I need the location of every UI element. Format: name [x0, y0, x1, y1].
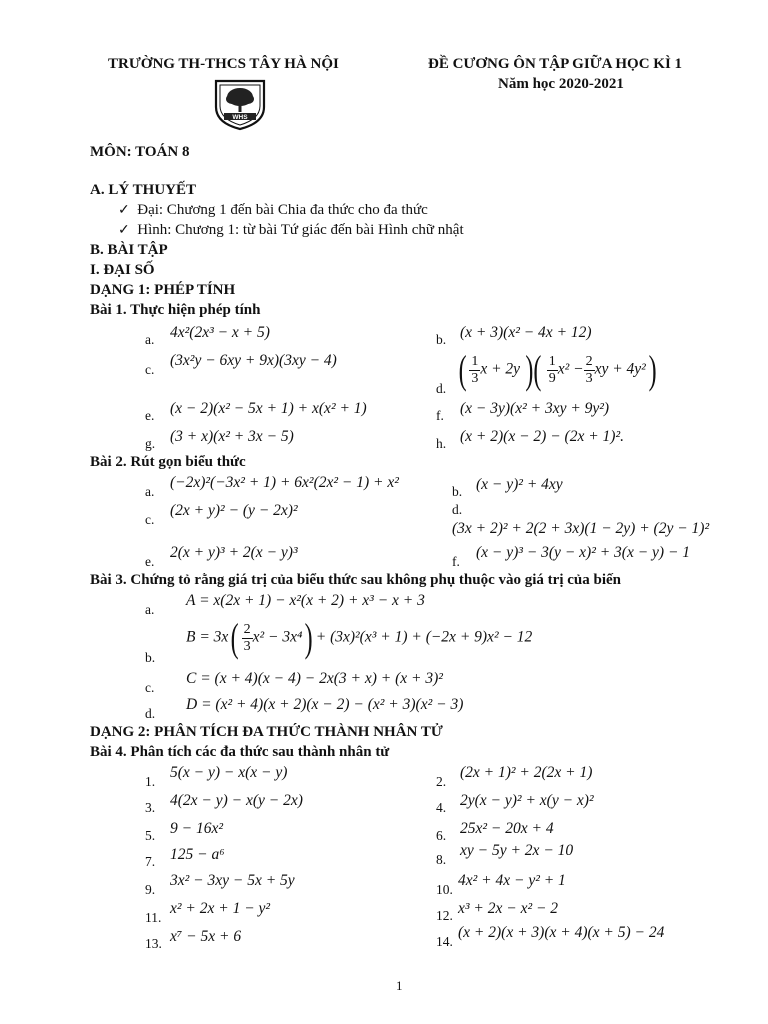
- item-label: f.: [452, 554, 460, 569]
- math-expression: (x − y)² + 4xy: [476, 476, 563, 493]
- math-expression: (x − y)³ − 3(y − x)² + 3(x − y) − 1: [476, 544, 691, 561]
- bai3-title: Bài 3. Chứng tỏ rằng giá trị của biểu thức sau không phụ thuộc vào giá trị của biến: [90, 572, 621, 588]
- subject-title: MÔN: TOÁN 8: [90, 144, 190, 160]
- item-label: 11.: [145, 910, 162, 925]
- item-label: 2.: [436, 774, 447, 789]
- school-name: TRƯỜNG TH-THCS TÂY HÀ NỘI: [108, 56, 339, 72]
- form1-heading: DẠNG 1: PHÉP TÍNH: [90, 282, 236, 298]
- item-label: a.: [145, 332, 155, 347]
- exercises-heading: B. BÀI TẬP: [90, 242, 168, 258]
- item-label: 14.: [436, 934, 453, 949]
- algebra-heading: I. ĐẠI SỐ: [90, 262, 155, 278]
- school-logo: [212, 75, 268, 131]
- item-label: c.: [145, 512, 155, 527]
- item-label: 13.: [145, 936, 162, 951]
- page-number: 1: [396, 978, 403, 993]
- item-label: e.: [145, 408, 155, 423]
- item-label: g.: [145, 436, 156, 451]
- school-year: Năm học 2020-2021: [498, 76, 624, 92]
- item-label: b.: [452, 484, 463, 499]
- math-expression: 9 − 16x²: [170, 820, 223, 837]
- math-expression: 2(x + y)³ + 2(x − y)³: [170, 544, 298, 561]
- math-expression: (x − 3y)(x² + 3xy + 9y²): [460, 400, 610, 417]
- item-label: d.: [452, 502, 463, 517]
- math-expression: A = x(2x + 1) − x²(x + 2) + x³ − x + 3: [186, 592, 425, 609]
- item-label: b.: [436, 332, 447, 347]
- math-expression: 5(x − y) − x(x − y): [170, 764, 288, 781]
- math-expression: 4(2x − y) − x(y − 2x): [170, 792, 303, 809]
- math-expression: D = (x² + 4)(x + 2)(x − 2) − (x² + 3)(x² − 3): [186, 696, 464, 713]
- math-expression: 4x² + 4x − y² + 1: [458, 872, 566, 889]
- math-expression: 2y(x − y)² + x(y − x)²: [460, 792, 594, 809]
- item-label: e.: [145, 554, 155, 569]
- math-expression: (x + 2)(x − 2) − (2x + 1)².: [460, 428, 624, 445]
- item-label: 8.: [436, 852, 447, 867]
- bai2-title: Bài 2. Rút gọn biểu thức: [90, 454, 246, 470]
- item-label: 10.: [436, 882, 453, 897]
- item-label: d.: [145, 706, 156, 721]
- math-expression: 3x² − 3xy − 5x + 5y: [170, 872, 295, 889]
- checkmark-icon: ✓: [118, 223, 130, 238]
- logo-text: WHS: [232, 114, 248, 121]
- math-expression: 25x² − 20x + 4: [460, 820, 554, 837]
- item-label: 12.: [436, 908, 453, 923]
- item-label: c.: [145, 680, 155, 695]
- math-expression: x³ + 2x − x² − 2: [458, 900, 559, 917]
- theory-item-geometry: ✓ Hình: Chương 1: từ bài Tứ giác đến bài Hình chữ nhật: [118, 222, 464, 238]
- math-expression-fraction: B = 3x( $\frac{2}{3}$ x² − 3x⁴) + (3x)²(x³ + 1) + (−2x + 9)x² − 12: [186, 615, 533, 660]
- math-expression: 4x²(2x³ − x + 5): [170, 324, 270, 341]
- form2-heading: DẠNG 2: PHÂN TÍCH ĐA THỨC THÀNH NHÂN TỬ: [90, 724, 443, 740]
- item-label: 3.: [145, 800, 156, 815]
- item-label: h.: [436, 436, 447, 451]
- item-label: 4.: [436, 800, 447, 815]
- item-label: c.: [145, 362, 155, 377]
- math-expression: x⁷ − 5x + 6: [170, 928, 242, 945]
- math-expression-fraction: ( $\frac{1}{3}$ x + 2y )( $\frac{1}{9}$ x² − $\frac{2}{3}$ xy + 4y²): [458, 347, 657, 392]
- item-label: 5.: [145, 828, 156, 843]
- math-expression: (x − 2)(x² − 5x + 1) + x(x² + 1): [170, 400, 367, 417]
- math-expression: x² + 2x + 1 − y²: [170, 900, 271, 917]
- item-label: f.: [436, 408, 444, 423]
- math-expression: (2x + y)² − (y − 2x)²: [170, 502, 298, 519]
- math-expression: 125 − a⁶: [170, 846, 225, 863]
- math-expression: (3x + 2)² + 2(2 + 3x)(1 − 2y) + (2y − 1)²: [452, 520, 710, 537]
- math-expression: (3 + x)(x² + 3x − 5): [170, 428, 294, 445]
- item-label: a.: [145, 602, 155, 617]
- checkmark-icon: ✓: [118, 203, 130, 218]
- item-label: 9.: [145, 882, 156, 897]
- item-label: 1.: [145, 774, 156, 789]
- item-label: 7.: [145, 854, 156, 869]
- math-expression: (2x + 1)² + 2(2x + 1): [460, 764, 593, 781]
- math-expression: (−2x)²(−3x² + 1) + 6x²(2x² − 1) + x²: [170, 474, 399, 491]
- math-expression: (3x²y − 6xy + 9x)(3xy − 4): [170, 352, 337, 369]
- item-label: 6.: [436, 828, 447, 843]
- document-title: ĐỀ CƯƠNG ÔN TẬP GIỮA HỌC KÌ 1: [428, 56, 683, 72]
- math-expression: (x + 3)(x² − 4x + 12): [460, 324, 592, 341]
- item-label: a.: [145, 484, 155, 499]
- math-expression: xy − 5y + 2x − 10: [460, 842, 574, 859]
- bai4-title: Bài 4. Phân tích các đa thức sau thành nhân tử: [90, 744, 390, 760]
- math-expression: (x + 2)(x + 3)(x + 4)(x + 5) − 24: [458, 924, 665, 941]
- item-label: b.: [145, 650, 156, 665]
- theory-item-algebra: ✓ Đại: Chương 1 đến bài Chia đa thức cho đa thức: [118, 202, 428, 218]
- item-label: d.: [436, 381, 447, 396]
- bai1-title: Bài 1. Thực hiện phép tính: [90, 302, 261, 318]
- theory-heading: A. LÝ THUYẾT: [90, 182, 196, 198]
- math-expression: C = (x + 4)(x − 4) − 2x(3 + x) + (x + 3)²: [186, 670, 443, 687]
